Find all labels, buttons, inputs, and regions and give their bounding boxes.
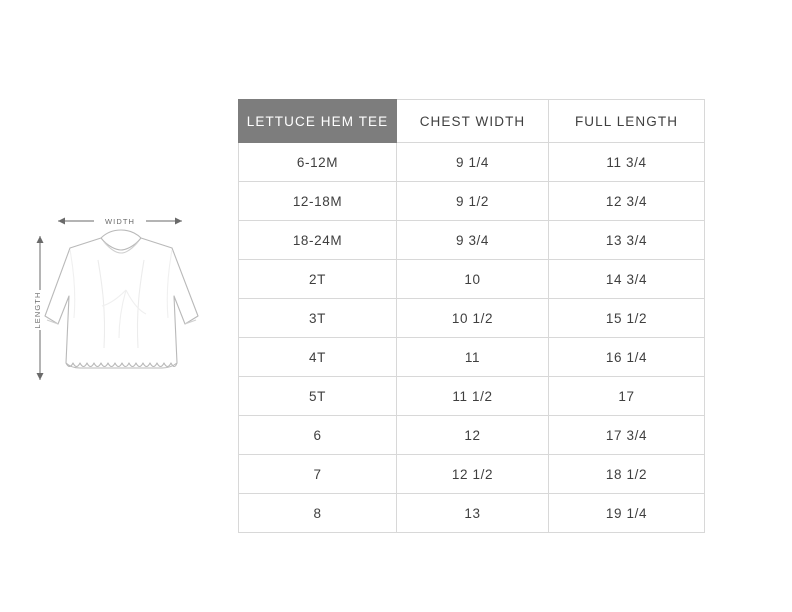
cell-size: 18-24M: [239, 221, 397, 260]
cell-size: 4T: [239, 338, 397, 377]
cell-chest-width: 9 1/4: [397, 143, 549, 182]
table-row: [239, 143, 705, 182]
table-row: [239, 299, 705, 338]
cell-full-length: 16 1/4: [549, 338, 705, 377]
cell-chest-width: 11: [397, 338, 549, 377]
cell-size: 2T: [239, 260, 397, 299]
cell-full-length: 19 1/4: [549, 494, 705, 533]
table-row: [239, 416, 705, 455]
cell-size: 6-12M: [239, 143, 397, 182]
cell-full-length: 14 3/4: [549, 260, 705, 299]
tee-illustration: [45, 230, 198, 368]
size-chart-table: [238, 99, 705, 533]
table-row: [239, 221, 705, 260]
width-arrow-group: [58, 214, 182, 228]
cell-full-length: 17 3/4: [549, 416, 705, 455]
table-header: [239, 100, 705, 143]
cell-size: 12-18M: [239, 182, 397, 221]
header-cell-product: LETTUCE HEM TEE: [239, 100, 397, 143]
length-label: LENGTH: [33, 291, 42, 329]
table-body: [239, 143, 705, 533]
cell-chest-width: 10 1/2: [397, 299, 549, 338]
cell-chest-width: 12 1/2: [397, 455, 549, 494]
cell-full-length: 13 3/4: [549, 221, 705, 260]
cell-full-length: 15 1/2: [549, 299, 705, 338]
table-row: [239, 377, 705, 416]
length-arrow-group: [33, 236, 47, 380]
width-label: WIDTH: [104, 217, 136, 226]
table-row: [239, 182, 705, 221]
cell-size: 3T: [239, 299, 397, 338]
cell-chest-width: 9 3/4: [397, 221, 549, 260]
cell-size: 8: [239, 494, 397, 533]
cell-chest-width: 10: [397, 260, 549, 299]
cell-chest-width: 13: [397, 494, 549, 533]
cell-chest-width: 11 1/2: [397, 377, 549, 416]
cell-full-length: 12 3/4: [549, 182, 705, 221]
cell-size: 6: [239, 416, 397, 455]
table-row: [239, 455, 705, 494]
cell-size: 5T: [239, 377, 397, 416]
garment-diagram: [22, 198, 222, 398]
header-row: [239, 100, 705, 143]
cell-size: 7: [239, 455, 397, 494]
cell-chest-width: 12: [397, 416, 549, 455]
table-row: [239, 494, 705, 533]
header-cell-full-length: FULL LENGTH: [549, 100, 705, 143]
table-row: [239, 338, 705, 377]
cell-full-length: 18 1/2: [549, 455, 705, 494]
table-row: [239, 260, 705, 299]
cell-full-length: 11 3/4: [549, 143, 705, 182]
cell-chest-width: 9 1/2: [397, 182, 549, 221]
cell-full-length: 17: [549, 377, 705, 416]
header-cell-chest-width: CHEST WIDTH: [397, 100, 549, 143]
